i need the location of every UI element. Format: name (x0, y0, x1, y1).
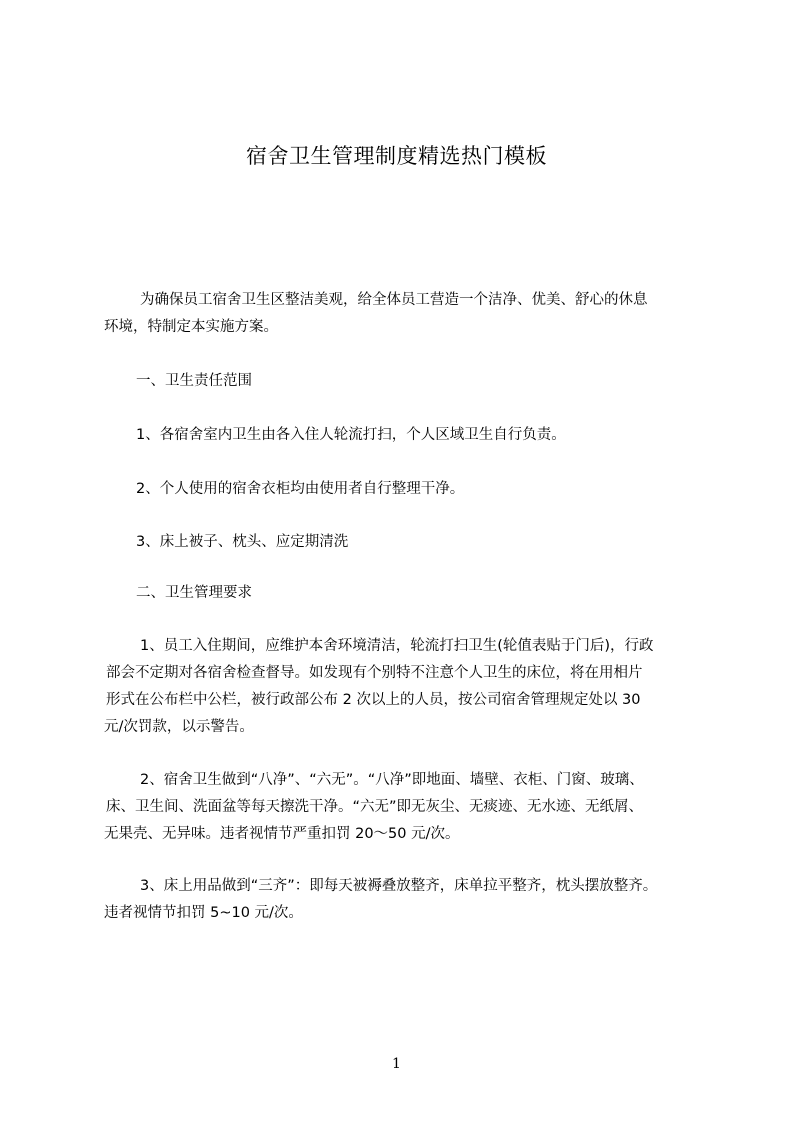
intro-line-1: 为确保员工宿舍卫生区整洁美观，给全体员工营造一个洁净、优美、舒心的休息 (140, 292, 648, 308)
section-1-item-2: 2、个人使用的宿舍衣柜均由使用者自行整理干净。 (136, 481, 465, 497)
document-title: 宿舍卫生管理制度精选热门模板 (246, 144, 547, 168)
section-2-item-3: 3、床上用品做到“三齐”：即每天被褥叠放整齐，床单拉平整齐，枕头摆放整齐。 违者视情节扣罚 5~10 元/次。 (104, 878, 658, 921)
section-2-item-1: 1、员工入住期间，应维护本舍环境清洁，轮流打扫卫生(轮值表贴于门后)，行政 部会不定期对各宿舍检查督导。如发现有个别特不注意个人卫生的床位，将在用相片 形式在公布栏中公栏，被行政部公布 2 次以上的人员，按公司宿舍管理规定处以 30 元/次罚款，以示警告。 (104, 638, 654, 735)
intro-line-2: 环境，特制定本实施方案。 (104, 319, 278, 335)
intro-paragraph (104, 287, 704, 341)
page-number: 1 (392, 1056, 401, 1072)
section-1-item-1: 1、各宿舍室内卫生由各入住人轮流打扫，个人区域卫生自行负责。 (136, 427, 566, 443)
section-1-heading: 一、卫生责任范围 (136, 373, 252, 389)
section-1-item-3: 3、床上被子、枕头、应定期清洗 (136, 534, 349, 550)
section-2-heading: 二、卫生管理要求 (136, 585, 252, 601)
section-2-item-2: 2、宿舍卫生做到“八净”、“六无”。“八净”即地面、墙壁、衣柜、门窗、玻璃、 床、卫生间、洗面盆等每天擦洗干净。“六无”即无灰尘、无痰迹、无水迹、无纸屑、 无果壳、无异味。违者视情节严重扣罚 20～50 元/次。 (104, 772, 644, 842)
